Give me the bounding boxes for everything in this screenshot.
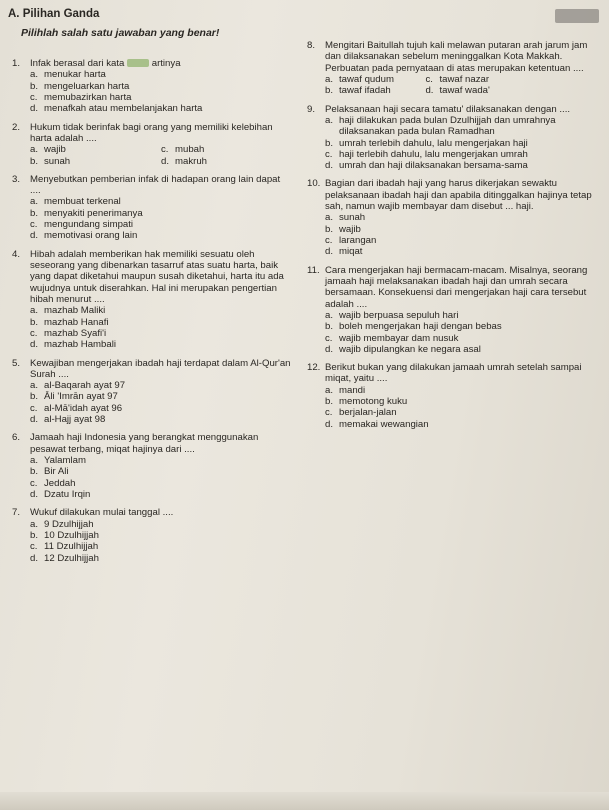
option-text: 10 Dzulhijjah: [44, 529, 99, 541]
option-letter: a.: [325, 384, 334, 396]
answer-option[interactable]: [30, 489, 292, 500]
option-letter: c.: [30, 91, 38, 103]
question-number: 6.: [12, 432, 21, 444]
question-item: [12, 358, 292, 426]
option-letter: a.: [325, 309, 334, 321]
option-text: tawaf nazar: [439, 73, 490, 85]
answer-options: [30, 455, 292, 500]
option-text: Yalamlam: [44, 455, 86, 466]
right-column: [307, 40, 599, 437]
answer-option[interactable]: [30, 466, 292, 477]
option-letter: a.: [30, 196, 39, 208]
answer-option[interactable]: [325, 396, 599, 407]
instruction: Pilihlah salah satu jawaban yang benar!: [21, 27, 220, 39]
question-stem: [12, 122, 292, 145]
answer-option[interactable]: [508, 74, 599, 85]
question-stem: [307, 178, 599, 212]
answer-option[interactable]: [325, 344, 599, 355]
question-stem: [12, 507, 292, 518]
answer-option[interactable]: [325, 407, 599, 418]
answer-option[interactable]: [30, 219, 292, 230]
option-letter: c.: [325, 235, 333, 246]
answer-options: [30, 69, 292, 114]
option-text: 9 Dzulhijjah: [44, 518, 94, 530]
question-item: [307, 362, 599, 430]
answer-option[interactable]: [325, 149, 599, 160]
answer-option[interactable]: [325, 246, 599, 257]
option-letter: b.: [325, 223, 334, 235]
option-text: [522, 85, 599, 96]
answer-option[interactable]: [30, 103, 292, 114]
option-text: tawaf qudum: [339, 73, 394, 85]
question-text: Kewajiban mengerjakan ibadah haji terdapat dalam Al-Qur'an Surah ....: [30, 357, 291, 380]
option-letter: b.: [325, 137, 334, 149]
option-letter: d.: [325, 160, 334, 172]
option-text: Bir Ali: [44, 466, 69, 478]
option-letter: a.: [30, 69, 39, 81]
question-stem: [12, 358, 292, 381]
answer-option[interactable]: [325, 333, 599, 344]
question-number: 8.: [307, 40, 316, 51]
answer-option[interactable]: [30, 553, 292, 564]
option-letter: d.: [30, 552, 39, 564]
question-number: 4.: [12, 248, 21, 260]
option-letter: b.: [30, 466, 39, 478]
question-item: [307, 265, 599, 356]
answer-option[interactable]: [425, 85, 507, 96]
corner-logo-badge: [555, 9, 599, 23]
option-letter: d.: [325, 418, 334, 430]
option-letter: a.: [30, 455, 39, 466]
question-text-part: artinya: [149, 58, 181, 69]
answer-option[interactable]: [30, 144, 161, 155]
option-letter: d.: [30, 103, 39, 115]
question-text: Menyebutkan pemberian infak di hadapan orang lain dapat ....: [30, 173, 281, 197]
answer-options: [30, 519, 292, 564]
option-text: boleh mengerjakan haji dengan bebas: [339, 321, 502, 333]
question-number: 2.: [12, 121, 21, 133]
option-letter: d.: [425, 85, 434, 97]
answer-options: [30, 196, 292, 241]
option-letter: a.: [325, 73, 334, 85]
option-text: memotivasi orang lain: [44, 230, 138, 242]
option-letter: d.: [161, 155, 170, 167]
arabic-word-image: [127, 59, 149, 67]
option-letter: d.: [30, 230, 39, 242]
answer-option[interactable]: [30, 328, 292, 339]
question-number: 12.: [307, 362, 321, 374]
answer-option[interactable]: [425, 74, 507, 85]
question-stem: [12, 432, 292, 455]
question-item: [307, 40, 599, 97]
answer-options: [325, 115, 599, 172]
option-text: mengundang simpati: [44, 219, 134, 231]
answer-option[interactable]: [30, 380, 292, 391]
question-number: 10.: [307, 178, 321, 190]
answer-option[interactable]: [30, 530, 292, 541]
question-text: Jamaah haji Indonesia yang berangkat menggunakan pesawat terbang, miqat hajinya dari ....: [30, 432, 259, 455]
question-stem: [307, 362, 599, 385]
option-letter: a.: [30, 305, 39, 317]
answer-options: [325, 310, 599, 355]
question-stem: [12, 249, 292, 306]
option-text: wajib: [44, 144, 66, 156]
option-text: al-Hajj ayat 98: [44, 414, 106, 426]
answer-option[interactable]: [325, 321, 599, 332]
answer-option[interactable]: [30, 208, 292, 219]
question-text-part: Infak berasal dari kata: [30, 58, 128, 69]
option-text: mengeluarkan harta: [44, 80, 130, 92]
question-text: Mengitari Baitullah tujuh kali melawan putaran arah jarum jam dan dilaksanakan sebelum meninggalkan Kota Makkah. Perbuatan pada pernyataan di atas merupakan ketentuan ....: [325, 40, 588, 74]
option-text: Āli 'Imrān ayat 97: [44, 391, 118, 403]
question-item: [12, 507, 292, 564]
question-number: 3.: [12, 173, 21, 185]
answer-option[interactable]: [30, 92, 292, 103]
option-letter: c.: [325, 148, 333, 160]
answer-options: [30, 144, 292, 167]
option-letter: d.: [325, 343, 334, 355]
answer-option[interactable]: [325, 212, 599, 223]
option-letter: [508, 74, 522, 85]
option-letter: b.: [325, 396, 334, 408]
question-item: [12, 432, 292, 500]
question-item: [12, 58, 292, 115]
answer-option[interactable]: [30, 230, 292, 241]
answer-option[interactable]: [325, 160, 599, 171]
answer-option[interactable]: [30, 339, 292, 350]
option-letter: b.: [30, 207, 39, 219]
answer-option[interactable]: [325, 224, 599, 235]
option-letter: a.: [30, 518, 39, 530]
option-text: wajib membayar dam nusuk: [339, 332, 459, 344]
answer-option[interactable]: [30, 156, 161, 167]
option-letter: b.: [30, 316, 39, 328]
answer-option[interactable]: [30, 478, 292, 489]
option-text: menyakiti penerimanya: [44, 207, 143, 219]
answer-option[interactable]: [325, 115, 599, 138]
option-text: mandi: [339, 384, 366, 396]
section-header: [8, 8, 219, 39]
option-text: mazhab Hanafi: [44, 316, 109, 328]
option-letter: d.: [30, 414, 39, 426]
answer-option[interactable]: [30, 69, 292, 80]
question-text: Cara mengerjakan haji bermacam-macam. Misalnya, seorang jamaah haji melaksanakan ibadah haji dan umrah secara bersamaan. Konsekuensi dari mengerjakan haji cara tersebut adalah ....: [325, 264, 588, 310]
option-letter: b.: [30, 80, 39, 92]
question-text: Pelaksanaan haji secara tamatu' dilaksanakan dengan ....: [325, 103, 571, 115]
question-item: [12, 174, 292, 242]
option-text: haji terlebih dahulu, lalu mengerjakan umrah: [339, 148, 528, 160]
answer-options: [30, 380, 292, 425]
answer-option[interactable]: [325, 310, 599, 321]
option-text: memubazirkan harta: [44, 91, 132, 103]
option-letter: a.: [30, 380, 39, 392]
left-column: [12, 58, 292, 571]
option-letter: a.: [30, 144, 39, 156]
option-text: mazhab Hambali: [44, 339, 116, 351]
question-stem: [12, 174, 292, 197]
question-stem: [307, 40, 599, 74]
answer-option[interactable]: [30, 519, 292, 530]
option-text: 11 Dzulhijjah: [44, 541, 99, 553]
answer-option[interactable]: [30, 391, 292, 402]
question-item: [307, 104, 599, 172]
option-text: mazhab Syafi'i: [44, 327, 107, 339]
option-letter: b.: [30, 155, 39, 167]
option-letter: c.: [161, 144, 169, 156]
option-text: membuat terkenal: [44, 196, 121, 208]
option-text: menukar harta: [44, 69, 106, 81]
option-letter: a.: [325, 114, 334, 126]
question-text: Berikut bukan yang dilakukan jamaah umrah setelah sampai miqat, yaitu ....: [325, 362, 582, 385]
answer-option[interactable]: [30, 81, 292, 92]
option-text: menafkah atau membelanjakan harta: [44, 103, 203, 115]
answer-option[interactable]: [30, 317, 292, 328]
option-text: Jeddah: [44, 477, 76, 489]
answer-option[interactable]: [30, 455, 292, 466]
option-text: [522, 74, 599, 85]
option-text: umrah terlebih dahulu, lalu mengerjakan haji: [339, 137, 528, 149]
option-text: al-Mā'idah ayat 96: [44, 402, 123, 414]
option-text: tawaf ifadah: [339, 85, 391, 97]
option-text: al-Baqarah ayat 97: [44, 380, 126, 392]
option-letter: b.: [325, 85, 334, 97]
answer-option[interactable]: [325, 385, 599, 396]
option-letter: d.: [30, 488, 39, 500]
option-text: sunah: [44, 155, 71, 167]
option-letter: c.: [30, 327, 38, 339]
page-footer-shadow: [0, 792, 609, 810]
question-number: 5.: [12, 357, 21, 369]
option-text: tawaf wada': [439, 85, 490, 97]
answer-options: [325, 74, 599, 97]
question-text: Hukum tidak berinfak bagi orang yang memiliki kelebihan harta adalah ....: [30, 121, 273, 144]
option-letter: c.: [425, 73, 433, 85]
option-letter: b.: [325, 321, 334, 333]
question-number: 7.: [12, 507, 21, 519]
option-letter: c.: [30, 219, 38, 231]
answer-option[interactable]: [325, 235, 599, 246]
option-text: memakai wewangian: [339, 418, 429, 430]
question-stem: [307, 104, 599, 115]
answer-option[interactable]: [30, 403, 292, 414]
option-text: makruh: [175, 155, 207, 167]
answer-option[interactable]: [30, 305, 292, 316]
option-letter: b.: [30, 529, 39, 541]
option-text: wajib berpuasa sepuluh hari: [339, 309, 459, 321]
option-text: wajib: [339, 223, 361, 235]
option-letter: a.: [325, 212, 334, 224]
question-number: 11.: [307, 264, 320, 276]
question-text: Bagian dari ibadah haji yang harus dikerjakan sewaktu pelaksanaan ibadah haji dan apabila ditinggalkan hajinya tetap sah, namun wajib membayar dam disebut ... haji.: [325, 178, 592, 213]
option-text: sunah: [339, 212, 366, 224]
option-letter: d.: [325, 246, 334, 258]
question-number: 9.: [307, 103, 316, 115]
option-text: larangan: [339, 235, 377, 246]
answer-option[interactable]: [30, 414, 292, 425]
answer-options: [30, 305, 292, 350]
answer-option[interactable]: [30, 541, 292, 552]
answer-option[interactable]: [161, 144, 292, 155]
question-item: [12, 249, 292, 351]
question-item: [307, 178, 599, 257]
answer-options: [325, 212, 599, 257]
option-text: 12 Dzulhijjah: [44, 552, 99, 564]
answer-option[interactable]: [508, 85, 599, 96]
option-text: wajib dipulangkan ke negara asal: [339, 343, 481, 355]
option-letter: c.: [30, 477, 38, 489]
option-text: miqat: [339, 246, 363, 258]
answer-option[interactable]: [325, 74, 425, 85]
option-text: Dzatu Irqin: [44, 488, 91, 500]
answer-option[interactable]: [325, 138, 599, 149]
question-text: Wukuf dilakukan mulai tanggal ....: [30, 507, 174, 519]
answer-option[interactable]: [161, 156, 292, 167]
option-letter: c.: [30, 541, 38, 553]
option-text: memotong kuku: [339, 396, 408, 408]
section-title: A. Pilihan Ganda: [8, 8, 100, 20]
option-text: mubah: [175, 144, 205, 156]
answer-options: [325, 385, 599, 430]
answer-option[interactable]: [30, 196, 292, 207]
option-letter: d.: [30, 339, 39, 351]
answer-option[interactable]: [325, 85, 425, 96]
option-text: mazhab Maliki: [44, 305, 106, 317]
question-stem: [307, 265, 599, 310]
question-number: 1.: [12, 58, 21, 69]
answer-option[interactable]: [325, 419, 599, 430]
question-stem: [12, 58, 292, 69]
option-letter: [508, 85, 522, 96]
option-letter: c.: [30, 402, 38, 414]
option-letter: b.: [30, 391, 39, 403]
option-text: umrah dan haji dilaksanakan bersama-sama: [339, 160, 528, 172]
question-text: [30, 58, 292, 69]
option-text: haji dilakukan pada bulan Dzulhijjah dan umrahnya dilaksanakan pada bulan Ramadhan: [339, 114, 556, 138]
option-text: berjalan-jalan: [339, 407, 397, 419]
option-letter: c.: [325, 332, 333, 344]
option-letter: c.: [325, 407, 333, 419]
question-item: [12, 122, 292, 167]
question-text: Hibah adalah memberikan hak memiliki sesuatu oleh seseorang yang dibenarkan tasarruf atas suatu harta, baik yang dapat diketahui maupun susah diketahui, harta itu ada wujudnya untuk diserahkan. Hal ini merupakan pengertian hibah menurut ....: [30, 248, 284, 305]
